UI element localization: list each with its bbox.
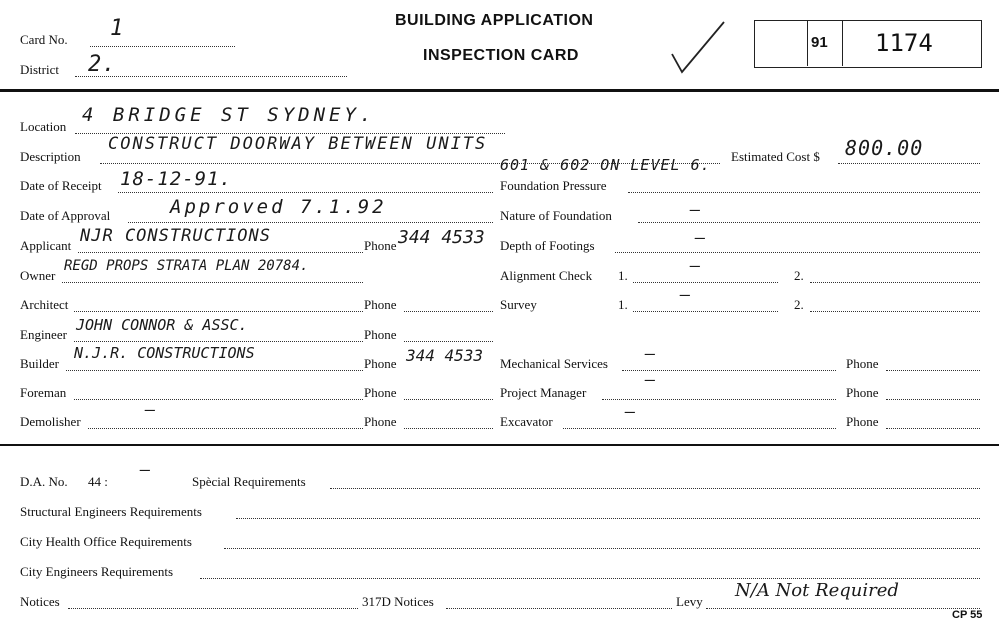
da-no-label: D.A. No. [20,474,68,489]
engineer-line [74,341,363,342]
notices-317d-line [446,608,672,609]
header-separator [0,89,999,92]
engineers-requirements-label: City Engineers Requirements [20,564,174,579]
engineer-label: Engineer [20,327,67,342]
builder-phone-label: Phone [364,356,397,371]
alignment-check-label: Alignment Check [500,268,593,283]
applicant-value: NJR CONSTRUCTIONS [80,226,271,246]
mechanical-services-value: — [645,344,657,364]
demolisher-line [88,428,363,429]
description-value: CONSTRUCT DOORWAY BETWEEN UNITS [108,134,488,154]
demolisher-label: Demolisher [20,414,81,429]
project-manager-line [602,399,836,400]
excavator-label: Excavator [500,414,553,429]
date-of-approval-label: Date of Approval [20,208,111,223]
levy-line [706,608,980,609]
health-requirements-line [224,548,980,549]
engineer-phone-line [404,341,493,342]
date-of-receipt-value: 18-12-91. [120,168,232,190]
demolisher-value: — [145,400,157,420]
architect-phone-label: Phone [364,297,397,312]
mechanical-phone-line [886,370,980,371]
excavator-phone-label: Phone [846,414,879,429]
levy-value: N/A Not Required [735,580,899,601]
health-requirements-label: City Health Office Requirements [20,534,192,549]
estimated-cost-label: Estimated Cost $ [731,149,820,164]
engineer-phone-label: Phone [364,327,397,342]
requirements-separator [0,444,999,446]
alignment-2-line [810,282,980,283]
estimated-cost-line [838,163,980,164]
architect-line [74,311,363,312]
survey-1-line [633,311,778,312]
location-value: 4 BRIDGE ST SYDNEY. [82,104,376,126]
da-no-value: 44 : [88,474,108,489]
box-number: 1174 [875,29,933,57]
description-value-2: 601 & 602 ON LEVEL 6. [500,156,711,174]
notices-line [68,608,358,609]
notices-317d-label: 317D Notices [362,594,434,609]
project-manager-phone-line [886,399,980,400]
applicant-phone-value: 344 4533 [398,227,485,248]
foreman-phone-line [404,399,493,400]
form-code: CP 55 [952,609,983,621]
district-value: 2. [88,52,117,77]
survey-label: Survey [500,297,537,312]
project-manager-value: — [645,370,657,390]
title-line-1: BUILDING APPLICATION [395,12,594,29]
special-requirements-label: Spècial Requirements [192,474,306,489]
survey-2-label: 2. [794,297,804,312]
applicant-label: Applicant [20,238,72,253]
mechanical-services-label: Mechanical Services [500,356,608,371]
applicant-phone-label: Phone [364,238,397,253]
foreman-label: Foreman [20,385,67,400]
demolisher-phone-label: Phone [364,414,397,429]
estimated-cost-value: 800.00 [845,136,924,160]
builder-phone-value: 344 4533 [406,346,484,365]
owner-label: Owner [20,268,56,283]
date-of-approval-value: Approved 7.1.92 [170,196,387,218]
alignment-1-label: 1. [618,268,628,283]
card-no-label: Card No. [20,32,68,47]
card-no-line [90,46,235,47]
alignment-1-line [633,282,778,283]
survey-1-value: — [680,285,692,305]
owner-line [62,282,363,283]
excavator-line [563,428,836,429]
architect-phone-line [404,311,493,312]
project-manager-label: Project Manager [500,385,587,400]
nature-of-foundation-label: Nature of Foundation [500,208,612,223]
district-label: District [20,62,59,77]
nature-of-foundation-line [638,222,980,223]
builder-label: Builder [20,356,59,371]
location-label: Location [20,119,67,134]
depth-of-footings-line [615,252,980,253]
owner-value: REGD PROPS STRATA PLAN 20784. [64,258,309,274]
depth-of-footings-label: Depth of Footings [500,238,595,253]
box-code: 91 [811,34,828,51]
excavator-value: — [625,402,637,422]
description-label: Description [20,149,81,164]
date-of-receipt-line [118,192,493,193]
excavator-phone-line [886,428,980,429]
structural-requirements-label: Structural Engineers Requirements [20,504,202,519]
levy-label: Levy [676,594,703,609]
card-no-value: 1 [110,16,125,41]
mechanical-phone-label: Phone [846,356,879,371]
survey-2-line [810,311,980,312]
structural-requirements-line [236,518,980,519]
architect-label: Architect [20,297,69,312]
builder-value: N.J.R. CONSTRUCTIONS [74,344,255,362]
project-manager-phone-label: Phone [846,385,879,400]
da-no-mark: — [140,460,152,480]
card-number-box [754,20,982,68]
depth-of-footings-value: — [695,228,707,248]
check-mark-icon [668,18,728,76]
title-line-2: INSPECTION CARD [423,47,579,64]
nature-of-foundation-value: — [690,200,702,220]
date-of-approval-line [128,222,493,223]
engineers-requirements-line [200,578,980,579]
builder-line [66,370,363,371]
special-requirements-line [330,488,980,489]
foreman-phone-label: Phone [364,385,397,400]
foundation-pressure-line [628,192,980,193]
alignment-2-label: 2. [794,268,804,283]
demolisher-phone-line [404,428,493,429]
alignment-1-value: — [690,256,702,276]
foundation-pressure-label: Foundation Pressure [500,178,607,193]
engineer-value: JOHN CONNOR & ASSC. [76,316,248,334]
notices-label: Notices [20,594,60,609]
date-of-receipt-label: Date of Receipt [20,178,102,193]
foreman-line [74,399,363,400]
applicant-line [78,252,363,253]
survey-1-label: 1. [618,297,628,312]
